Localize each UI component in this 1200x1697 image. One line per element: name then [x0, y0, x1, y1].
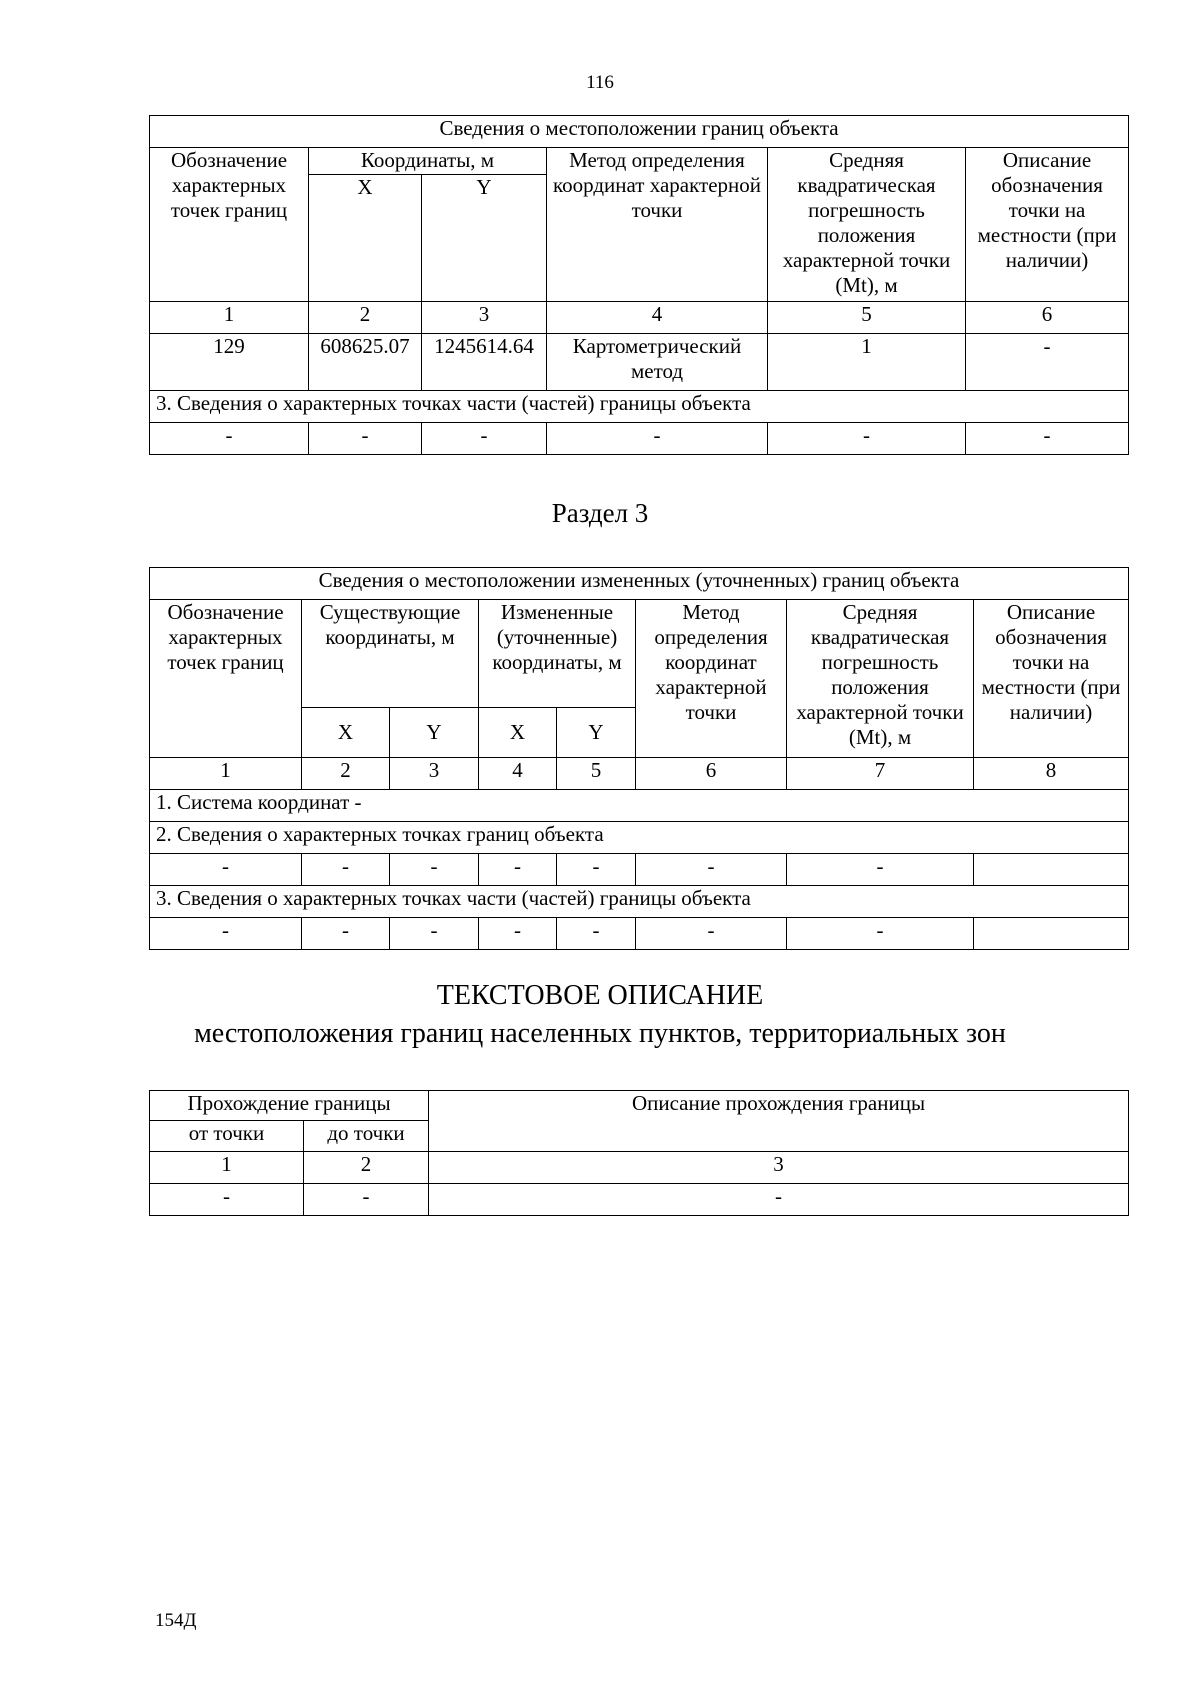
table-cell: -	[636, 854, 787, 886]
header-to-point: до точки	[304, 1121, 429, 1152]
table-cell: -	[390, 854, 479, 886]
column-number: 6	[636, 758, 787, 790]
table-cell: -	[479, 918, 557, 950]
header-description: Описание обозначения точки на местности (при наличии)	[966, 148, 1129, 302]
header-y: Y	[422, 175, 547, 302]
table-cell: -	[150, 854, 302, 886]
table-cell: -	[302, 854, 390, 886]
boundary-passage-table	[149, 1090, 1129, 1216]
method-value: Картометрический метод	[547, 334, 768, 391]
coord-y: 1245614.64	[422, 334, 547, 391]
text-description-title: ТЕКСТОВОЕ ОПИСАНИЕ	[436, 980, 764, 1011]
section-title: Раздел 3	[551, 498, 649, 528]
table-cell: -	[150, 423, 309, 455]
header-coordinates: Координаты, м	[309, 148, 547, 175]
column-number: 1	[150, 302, 309, 334]
header-passage: Прохождение границы	[150, 1091, 429, 1121]
table-cell: -	[787, 854, 974, 886]
column-number: 4	[547, 302, 768, 334]
header-designation: Обозначение характерных точек границ	[150, 148, 309, 302]
header-method: Метод определения координат характерной точки	[547, 148, 768, 302]
column-number: 6	[966, 302, 1129, 334]
table-cell: -	[304, 1184, 429, 1216]
column-number: 4	[479, 758, 557, 790]
header-x-existing: X	[302, 708, 390, 758]
page-number: 116	[586, 72, 614, 93]
table-cell: -	[557, 854, 636, 886]
description-value: -	[966, 334, 1129, 391]
table-cell	[974, 918, 1129, 950]
table-cell: -	[302, 918, 390, 950]
boundary-points-table	[149, 115, 1129, 455]
table-cell: -	[422, 423, 547, 455]
column-number: 3	[429, 1152, 1129, 1184]
point-number: 129	[150, 334, 309, 391]
header-designation: Обозначение характерных точек границ	[150, 600, 302, 758]
column-number: 8	[974, 758, 1129, 790]
column-number: 3	[390, 758, 479, 790]
column-number: 1	[150, 1152, 304, 1184]
table-cell: -	[309, 423, 422, 455]
section3-label: 3. Сведения о характерных точках части (частей) границы объекта	[150, 886, 1129, 918]
document-code: 154Д	[155, 1610, 197, 1631]
header-y-changed: Y	[557, 708, 636, 758]
coord-x: 608625.07	[309, 334, 422, 391]
column-number: 5	[768, 302, 966, 334]
accuracy-value: 1	[768, 334, 966, 391]
table-cell: -	[479, 854, 557, 886]
table-cell: -	[557, 918, 636, 950]
table-cell: -	[768, 423, 966, 455]
column-number: 2	[309, 302, 422, 334]
header-changed-coordinates: Измененные (уточненные) координаты, м	[479, 600, 636, 708]
column-number: 2	[304, 1152, 429, 1184]
header-from-point: от точки	[150, 1121, 304, 1152]
table-title: Сведения о местоположении измененных (уточненных) границ объекта	[150, 568, 1129, 600]
header-y-existing: Y	[390, 708, 479, 758]
section3-label: 3. Сведения о характерных точках части (частей) границы объекта	[150, 391, 1129, 423]
section2-label: 2. Сведения о характерных точках границ объекта	[150, 822, 1129, 854]
header-accuracy: Средняя квадратическая погрешность положения характерной точки (Mt), м	[768, 148, 966, 302]
column-number: 7	[787, 758, 974, 790]
header-passage-description: Описание прохождения границы	[429, 1091, 1129, 1152]
text-description-subtitle: местоположения границ населенных пунктов, территориальных зон	[194, 1018, 1006, 1049]
table-cell: -	[966, 423, 1129, 455]
table-cell: -	[547, 423, 768, 455]
header-x-changed: X	[479, 708, 557, 758]
table-cell: -	[150, 1184, 304, 1216]
header-method: Метод определения координат характерной точки	[636, 600, 787, 758]
column-number: 2	[302, 758, 390, 790]
header-description: Описание обозначения точки на местности (при наличии)	[974, 600, 1129, 758]
column-number: 3	[422, 302, 547, 334]
table-cell: -	[429, 1184, 1129, 1216]
table-cell: -	[636, 918, 787, 950]
table-cell: -	[150, 918, 302, 950]
header-x: X	[309, 175, 422, 302]
table-title: Сведения о местоположении границ объекта	[150, 116, 1129, 148]
table-cell: -	[787, 918, 974, 950]
coordinate-system-label: 1. Система координат -	[150, 790, 1129, 822]
changed-boundary-points-table	[149, 567, 1129, 950]
header-accuracy: Средняя квадратическая погрешность положения характерной точки (Mt), м	[787, 600, 974, 758]
column-number: 1	[150, 758, 302, 790]
header-existing-coordinates: Существующие координаты, м	[302, 600, 479, 708]
column-number: 5	[557, 758, 636, 790]
table-cell	[974, 854, 1129, 886]
table-cell: -	[390, 918, 479, 950]
